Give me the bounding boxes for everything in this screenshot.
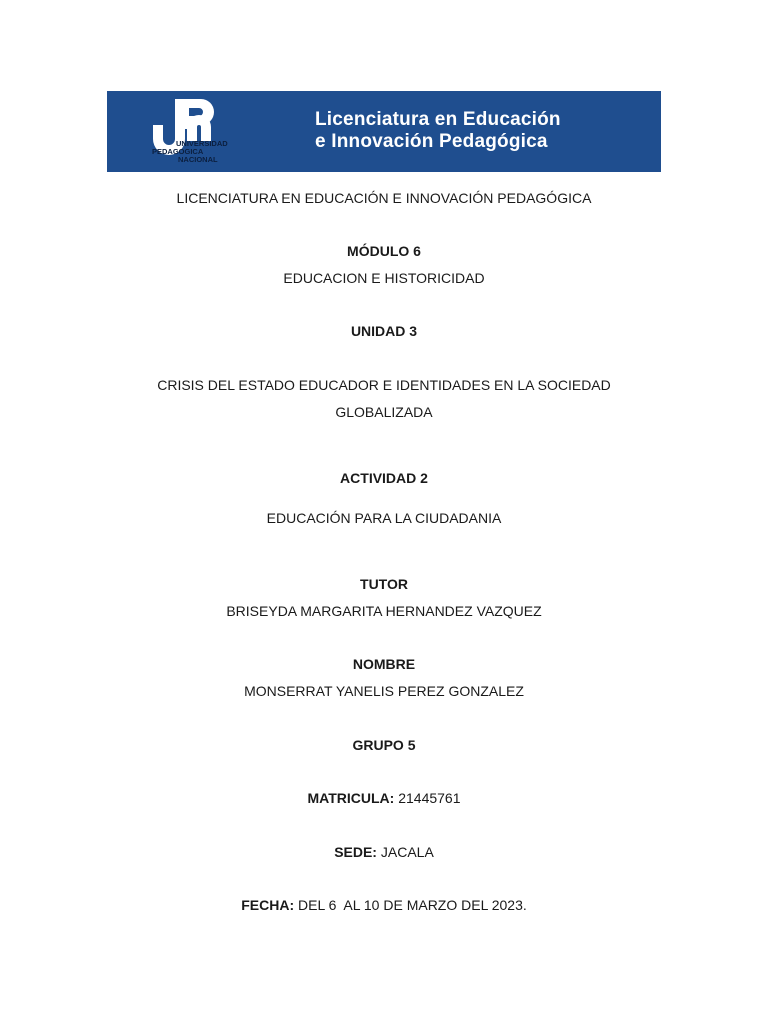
matricula-line	[0, 789, 768, 807]
fecha-label: FECHA:	[241, 897, 295, 913]
matricula-value: 21445761	[394, 790, 461, 806]
activity-label: ACTIVIDAD 2	[340, 470, 428, 486]
banner-title	[315, 109, 561, 153]
logo-caption	[152, 140, 228, 164]
module-label: MÓDULO 6	[347, 243, 421, 259]
banner-title-line: e Innovación Pedagógica	[315, 131, 548, 152]
name-label: NOMBRE	[352, 656, 416, 672]
fecha-value: DEL 6 AL 10 DE MARZO DEL 2023.	[294, 897, 527, 913]
activity-name: EDUCACIÓN PARA LA CIUDADANIA	[266, 510, 502, 526]
tutor-name: BRISEYDA MARGARITA HERNANDEZ VAZQUEZ	[226, 603, 542, 619]
logo-line: NACIONAL	[178, 155, 218, 164]
sede-value: JACALA	[376, 844, 434, 860]
unit-label: UNIDAD 3	[350, 323, 418, 339]
logo-line: UNIVERSIDAD	[176, 139, 228, 148]
matricula-label: MATRICULA:	[307, 790, 395, 806]
unit-name-continued: GLOBALIZADA	[335, 404, 433, 420]
module-name: EDUCACION E HISTORICIDAD	[283, 270, 485, 286]
student-name: MONSERRAT YANELIS PEREZ GONZALEZ	[244, 683, 524, 699]
program-title: LICENCIATURA EN EDUCACIÓN E INNOVACIÓN PEDAGÓGICA	[176, 190, 592, 206]
fecha-line	[0, 896, 768, 914]
header-banner	[107, 91, 661, 172]
tutor-label: TUTOR	[360, 576, 408, 592]
group-label: GRUPO 5	[352, 737, 416, 753]
sede-line	[0, 843, 768, 861]
banner-title-line: Licenciatura en Educación	[315, 109, 561, 130]
logo-line: PEDAGOGICA	[152, 147, 204, 156]
unit-name: CRISIS DEL ESTADO EDUCADOR E IDENTIDADES EN LA SOCIEDAD	[157, 377, 611, 393]
sede-label: SEDE:	[334, 844, 377, 860]
